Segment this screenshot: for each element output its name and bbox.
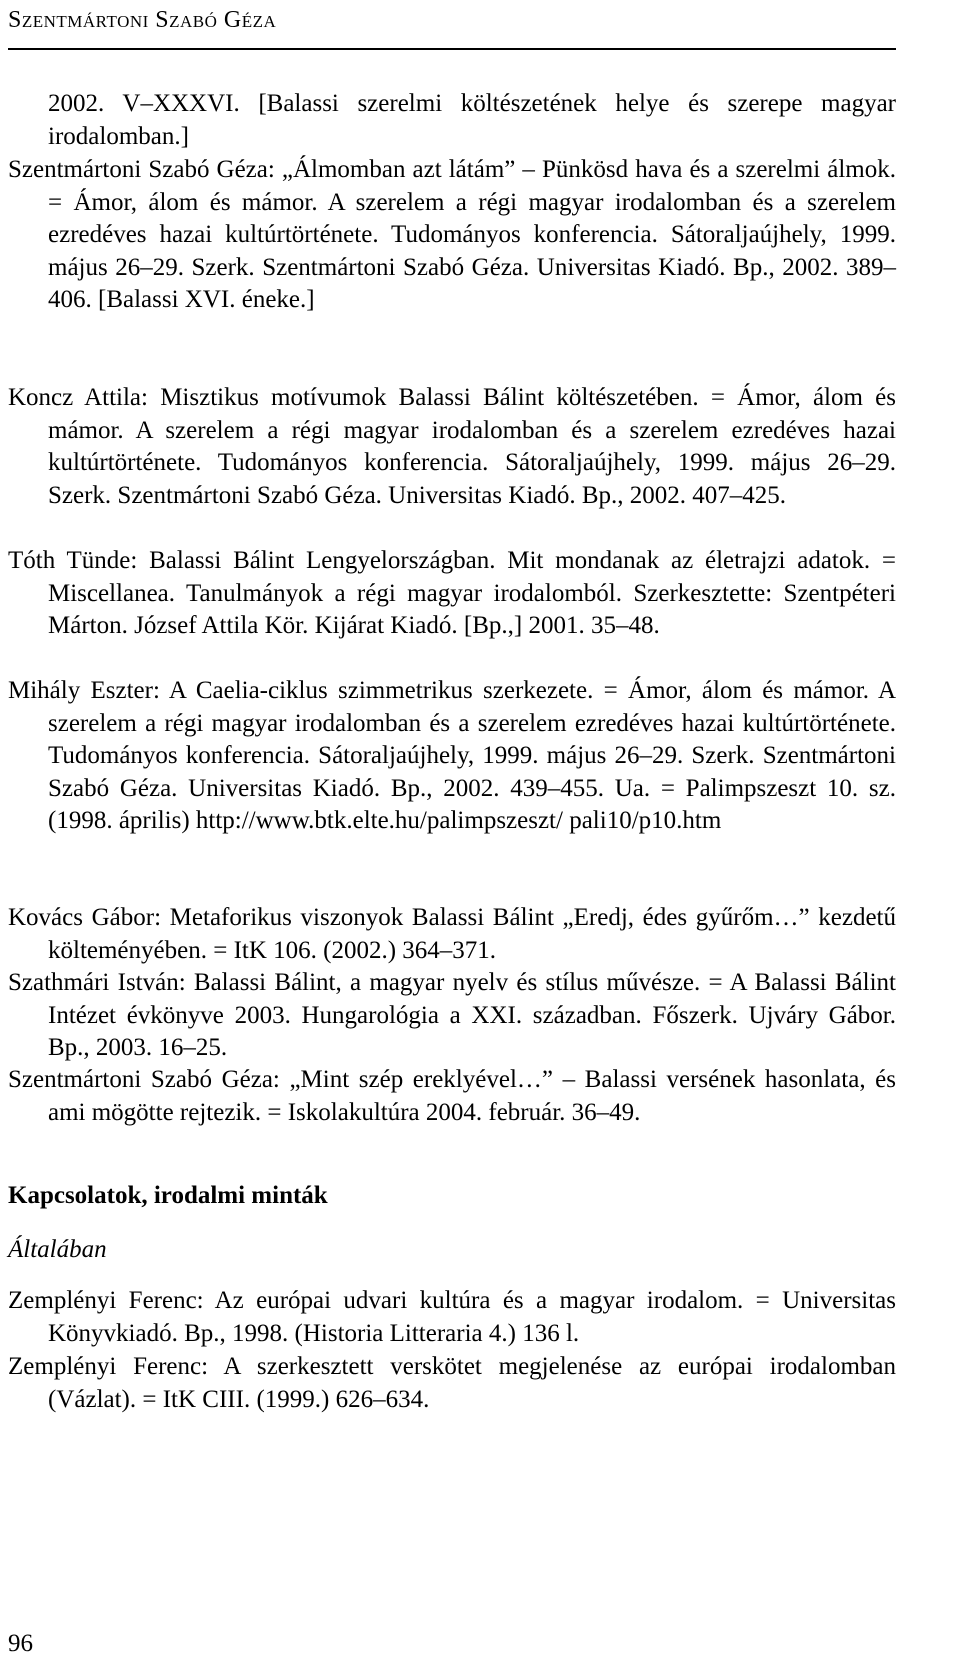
page-number: 96: [8, 1630, 33, 1657]
bibliography-entry: Mihály Eszter: A Caelia-ciklus szimmetrikus szerkezete. = Ámor, álom és mámor. A szerelem a régi magyar irodalomban és a szerelem ezredéves hazai kultúrtörténete. Tudományos konferencia. Sátoraljaújhely, 1999. május 26–29. Szerk. Szentmártoni Szabó Géza. Universitas Kiadó. Bp., 2002. 439–455. Ua. = Palimpszeszt 10. sz. (1998. április) http://www.btk.elte.hu/palimpszeszt/ pali10/p10.htm: [8, 677, 896, 835]
bibliography-entry: Koncz Attila: Misztikus motívumok Balassi Bálint költészetében. = Ámor, álom és mámor. A szerelem a régi magyar irodalomban és a szerelem ezredéves hazai kultúrtörténete. Tudományos konferencia. Sátoraljaújhely, 1999. május 26–29. Szerk. Szentmártoni Szabó Géza. Universitas Kiadó. Bp., 2002. 407–425.: [8, 384, 896, 509]
bibliography-entry: Szathmári István: Balassi Bálint, a magyar nyelv és stílus művésze. = A Balassi Bálint Intézet évkönyve 2003. Hungarológia a XXI. században. Főszerk. Ujváry Gábor. Bp., 2003. 16–25.: [8, 969, 896, 1062]
bibliography-entry: Zemplényi Ferenc: A szerkesztett verskötet megjelenése az európai irodalomban (Vázlat). = ItK CIII. (1999.) 626–634.: [8, 1353, 896, 1413]
bibliography-entry: Szentmártoni Szabó Géza: „Mint szép ereklyével…” – Balassi versének hasonlata, és ami mögötte rejtezik. = Iskolakultúra 2004. február. 36–49.: [8, 1066, 896, 1126]
running-head: Szentmártoni Szabó Géza: [8, 7, 277, 33]
bibliography-entry: Zemplényi Ferenc: Az európai udvari kultúra és a magyar irodalom. = Universitas Könyvkiadó. Bp., 1998. (Historia Litteraria 4.) 136 l.: [8, 1287, 896, 1347]
subsection-title: Általában: [8, 1236, 107, 1263]
bibliography-entry: Szentmártoni Szabó Géza: „Álmomban azt látám” – Pünkösd hava és a szerelmi álmok. = Ámor, álom és mámor. A szerelem a régi magyar irodalomban és a szerelem ezredéves hazai kultúrtörténete. Tudományos konferencia. Sátoraljaújhely, 1999. május 26–29. Szerk. Szentmártoni Szabó Géza. Universitas Kiadó. Bp., 2002. 389–406. [Balassi XVI. éneke.]: [8, 156, 896, 314]
bibliography-entry: Kovács Gábor: Metaforikus viszonyok Balassi Bálint „Eredj, édes gyűrőm…” kezdetű költeményében. = ItK 106. (2002.) 364–371.: [8, 904, 896, 964]
section-title: Kapcsolatok, irodalmi minták: [8, 1182, 328, 1209]
bibliography-entry: Tóth Tünde: Balassi Bálint Lengyelországban. Mit mondanak az életrajzi adatok. = Miscellanea. Tanulmányok a régi magyar irodalomból. Szerkesztette: Szentpéteri Márton. József Attila Kör. Kijárat Kiadó. [Bp.,] 2001. 35–48.: [8, 547, 896, 640]
bibliography-entry: 2002. V–XXXVI. [Balassi szerelmi költészetének helye és szerepe magyar irodalomban.]: [48, 90, 896, 150]
header-rule: [8, 48, 896, 50]
